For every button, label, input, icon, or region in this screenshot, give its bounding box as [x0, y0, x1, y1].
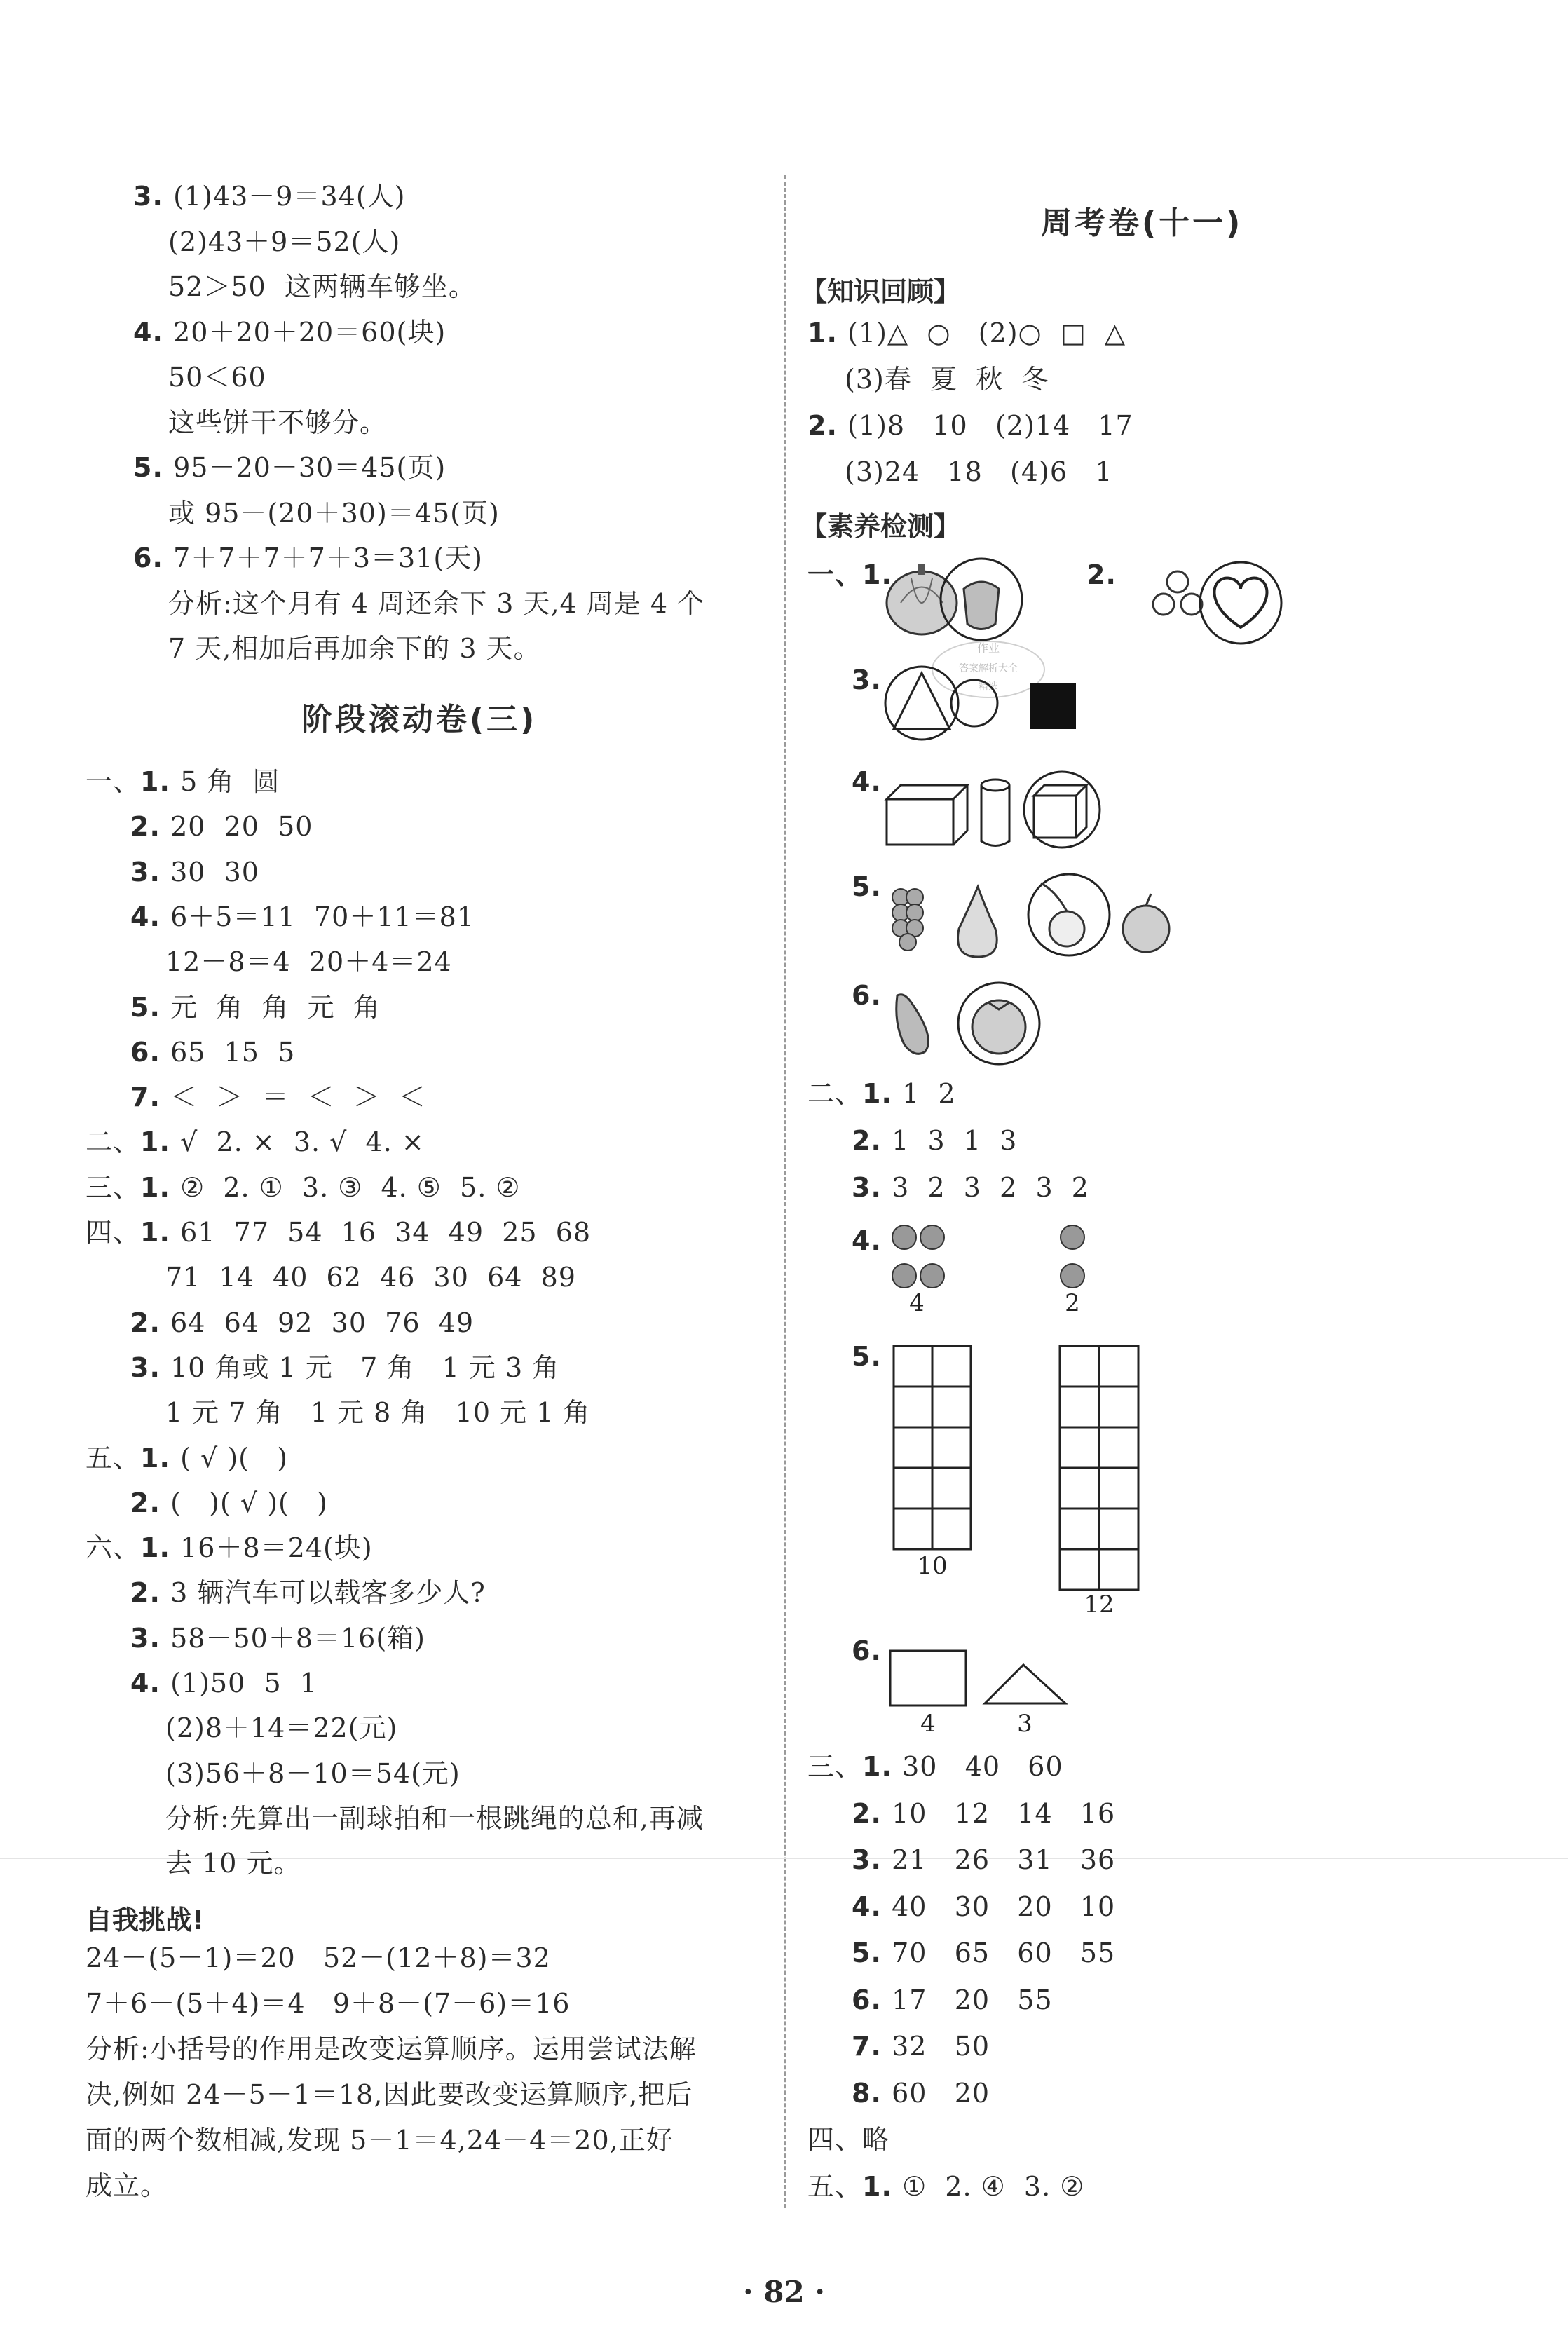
- weekly-test-title: 周考卷(十一): [1041, 205, 1243, 241]
- grid-cell: [1060, 1427, 1099, 1468]
- knowledge-line: (3)春 夏 秋 冬: [845, 364, 1049, 395]
- challenge-line: 7＋6－(5＋4)＝4 9＋8－(7－6)＝16: [86, 1988, 571, 2019]
- cylinder-icon: [981, 780, 1009, 791]
- answer-line: 7 天,相加后再加余下的 3 天。: [168, 633, 541, 664]
- solids-figure: [883, 768, 1114, 852]
- cherry-icon: [1049, 911, 1084, 946]
- stage-answer-line: 二、1. √ 2. × 3. √ 4. ×: [86, 1126, 425, 1158]
- grid-cell: [1099, 1346, 1138, 1387]
- section-three-line: 7. 32 50: [852, 2031, 990, 2062]
- grid-cell: [1099, 1468, 1138, 1509]
- pear-icon: [958, 887, 997, 957]
- answer-line: 3. (1)43－9＝34(人): [133, 181, 406, 212]
- svg-text:作业: 作业: [976, 641, 1000, 655]
- challenge-line: 面的两个数相减,发现 5－1＝4,24－4＝20,正好: [86, 2125, 674, 2156]
- fruits-figure: [883, 869, 1178, 967]
- stage-answer-line: (2)8＋14＝22(元): [165, 1713, 398, 1744]
- svg-text:4: 4: [909, 1289, 925, 1317]
- stage-answer-line: 4. (1)50 5 1: [130, 1668, 318, 1699]
- section-three-line: 三、1. 30 40 60: [807, 1751, 1063, 1782]
- stage-answer-line: 3. 58－50＋8＝16(箱): [130, 1622, 425, 1654]
- svg-text:2: 2: [1065, 1289, 1080, 1317]
- grid-ten: [894, 1346, 971, 1549]
- pepper-icon: [964, 582, 999, 629]
- stage-answer-line: 12－8＝4 20＋4＝24: [165, 946, 452, 978]
- stage-answer-line: 六、1. 16＋8＝24(块): [86, 1532, 373, 1564]
- q3-label: 3.: [852, 665, 882, 695]
- grid-cell: [1099, 1427, 1138, 1468]
- q5-label: 5.: [852, 871, 882, 902]
- cuboid-icon: [887, 785, 967, 845]
- section-three-line: 6. 17 20 55: [852, 1984, 1053, 2015]
- stage-answer-line: 3. 10 角或 1 元 7 角 1 元 3 角: [130, 1352, 560, 1383]
- q2-label: 2.: [1086, 559, 1117, 590]
- stage-answer-line: 分析:先算出一副球拍和一根跳绳的总和,再减: [165, 1802, 704, 1834]
- section-three-line: 4. 40 30 20 10: [852, 1891, 1116, 1922]
- stage-answer-line: 五、1. ( √ )( ): [86, 1442, 289, 1473]
- grid-cell: [932, 1509, 971, 1549]
- stage-answer-line: 四、1. 61 77 54 16 34 49 25 68: [86, 1217, 592, 1248]
- grid-cell: [932, 1427, 971, 1468]
- square-icon: [1030, 683, 1076, 729]
- answer-line: 50＜60: [168, 362, 266, 393]
- page-number: · 82 ·: [743, 2275, 825, 2309]
- grid-cell: [1060, 1346, 1099, 1387]
- grid-twelve: [1060, 1346, 1138, 1590]
- stage-answer-line: 2. 64 64 92 30 76 49: [130, 1307, 475, 1338]
- cube-icon: [1034, 785, 1086, 838]
- challenge-line: 成立。: [86, 2170, 168, 2201]
- answer-line: 这些饼干不够分。: [168, 407, 388, 438]
- challenge-line: 决,例如 24－5－1＝18,因此要改变运算顺序,把后: [86, 2079, 693, 2110]
- grid-cell: [894, 1346, 932, 1387]
- grid-cell: [894, 1468, 932, 1509]
- section-three-line: 五、1. ① 2. ④ 3. ②: [807, 2170, 1085, 2202]
- stage-answer-line: 4. 6＋5＝11 70＋11＝81: [130, 901, 475, 932]
- answer-line: (2)43＋9＝52(人): [168, 226, 401, 257]
- grid-cell: [1099, 1509, 1138, 1549]
- stage-answer-line: 2. 20 20 50: [130, 811, 313, 843]
- grid-cell: [1099, 1549, 1138, 1590]
- challenge-line: 分析:小括号的作用是改变运算顺序。运用尝试法解: [86, 2034, 697, 2064]
- stage-answer-line: 6. 65 15 5: [130, 1036, 296, 1068]
- stage-test-title: 阶段滚动卷(三): [301, 702, 538, 737]
- grid-cell: [894, 1427, 932, 1468]
- stage-answer-line: 三、1. ② 2. ① 3. ③ 4. ⑤ 5. ②: [86, 1171, 521, 1203]
- answer-line: 5. 95－20－30＝45(页): [133, 452, 446, 483]
- answer-line: 分析:这个月有 4 周还余下 3 天,4 周是 4 个: [168, 587, 705, 619]
- stage-answer-line: (3)56＋8－10＝54(元): [165, 1757, 461, 1789]
- svg-text:答案解析大全: 答案解析大全: [959, 663, 1018, 674]
- svg-text:精选: 精选: [979, 681, 998, 693]
- grid-cell: [1060, 1387, 1099, 1427]
- svg-text:10: 10: [917, 1552, 948, 1580]
- triangle-icon: [894, 673, 950, 729]
- circles-heart-figure: [1114, 561, 1283, 645]
- stage-answer-line: 去 10 元。: [165, 1848, 301, 1879]
- challenge-line: 24－(5－1)＝20 52－(12＋8)＝32: [86, 1942, 551, 1973]
- grid-cell: [894, 1387, 932, 1427]
- grid-cell: [1099, 1387, 1138, 1427]
- p2-q4-label: 4.: [852, 1225, 882, 1256]
- answer-line: 或 95－(20＋30)＝45(页): [168, 497, 500, 529]
- q4-label: 4.: [852, 766, 882, 797]
- eggplant-icon: [897, 995, 929, 1054]
- apple-icon: [1123, 906, 1169, 952]
- grid-cell: [1060, 1549, 1099, 1590]
- eggplant-tomato-figure: [883, 981, 1065, 1080]
- section-three-line: 8. 60 20: [852, 2077, 990, 2109]
- svg-text:12: 12: [1084, 1591, 1114, 1619]
- heart-icon: [1215, 578, 1267, 627]
- triangle-outline-icon: [985, 1665, 1065, 1703]
- stage-answer-line: 2. 3 辆汽车可以载客多少人?: [130, 1577, 486, 1609]
- grid-cell: [1060, 1468, 1099, 1509]
- p2-q5-label: 5.: [852, 1341, 882, 1372]
- quality-check-title: 【素养检测】: [800, 511, 961, 542]
- answer-line: 52＞50 这两辆车够坐。: [168, 271, 476, 302]
- grid-cell: [932, 1387, 971, 1427]
- knowledge-line: 2. (1)8 10 (2)14 17: [807, 410, 1133, 441]
- column-divider: [784, 175, 786, 2208]
- stage-answer-line: 1 元 7 角 1 元 8 角 10 元 1 角: [165, 1397, 591, 1429]
- grid-cell: [894, 1509, 932, 1549]
- grid-cell: [932, 1468, 971, 1509]
- rectangle-icon: [890, 1651, 966, 1706]
- svg-text:4: 4: [920, 1710, 936, 1738]
- grapes-icon: [892, 889, 923, 951]
- section-two-line: 2. 1 3 1 3: [852, 1125, 1018, 1156]
- stage-answer-line: 5. 元 角 角 元 角: [130, 991, 381, 1023]
- section-three-line: 四、略: [807, 2124, 890, 2155]
- triangle-circle-square-figure: [883, 662, 1114, 747]
- challenge-title: 自我挑战!: [86, 1905, 205, 1935]
- p2-q6-label: 6.: [852, 1635, 882, 1666]
- rect-triangle-figure: [883, 1644, 1122, 1742]
- q1-label: 一、1.: [807, 559, 892, 590]
- section-three-line: 5. 70 65 60 55: [852, 1938, 1116, 1968]
- svg-text:3: 3: [1017, 1710, 1032, 1738]
- grid-cell: [932, 1346, 971, 1387]
- section-three-line: 3. 21 26 31 36: [852, 1844, 1116, 1875]
- stage-answer-line: 7. ＜ ＞ ＝ ＜ ＞ ＜: [130, 1082, 426, 1113]
- grids-figure: [883, 1342, 1248, 1623]
- answer-line: 6. 7＋7＋7＋7＋3＝31(天): [133, 543, 483, 573]
- section-three-line: 2. 10 12 14 16: [852, 1797, 1116, 1829]
- grid-cell: [1060, 1509, 1099, 1549]
- answer-line: 4. 20＋20＋20＝60(块): [133, 316, 446, 348]
- stage-answer-line: 3. 30 30: [130, 856, 259, 887]
- section-two-line: 3. 3 2 3 2 3 2: [852, 1172, 1089, 1203]
- knowledge-line: 1. (1)△ ○ (2)○ □ △: [807, 318, 1126, 348]
- stage-answer-line: 71 14 40 62 46 30 64 89: [165, 1262, 576, 1293]
- section-two-line: 二、1. 1 2: [807, 1078, 956, 1109]
- stage-answer-line: 2. ( )( √ )( ): [130, 1487, 328, 1518]
- knowledge-line: (3)24 18 (4)6 1: [845, 456, 1113, 487]
- stage-answer-line: 一、1. 5 角 圆: [86, 766, 280, 797]
- q6-label: 6.: [852, 980, 882, 1011]
- knowledge-review-title: 【知识回顾】: [800, 276, 961, 307]
- dots-figure: [883, 1223, 1122, 1321]
